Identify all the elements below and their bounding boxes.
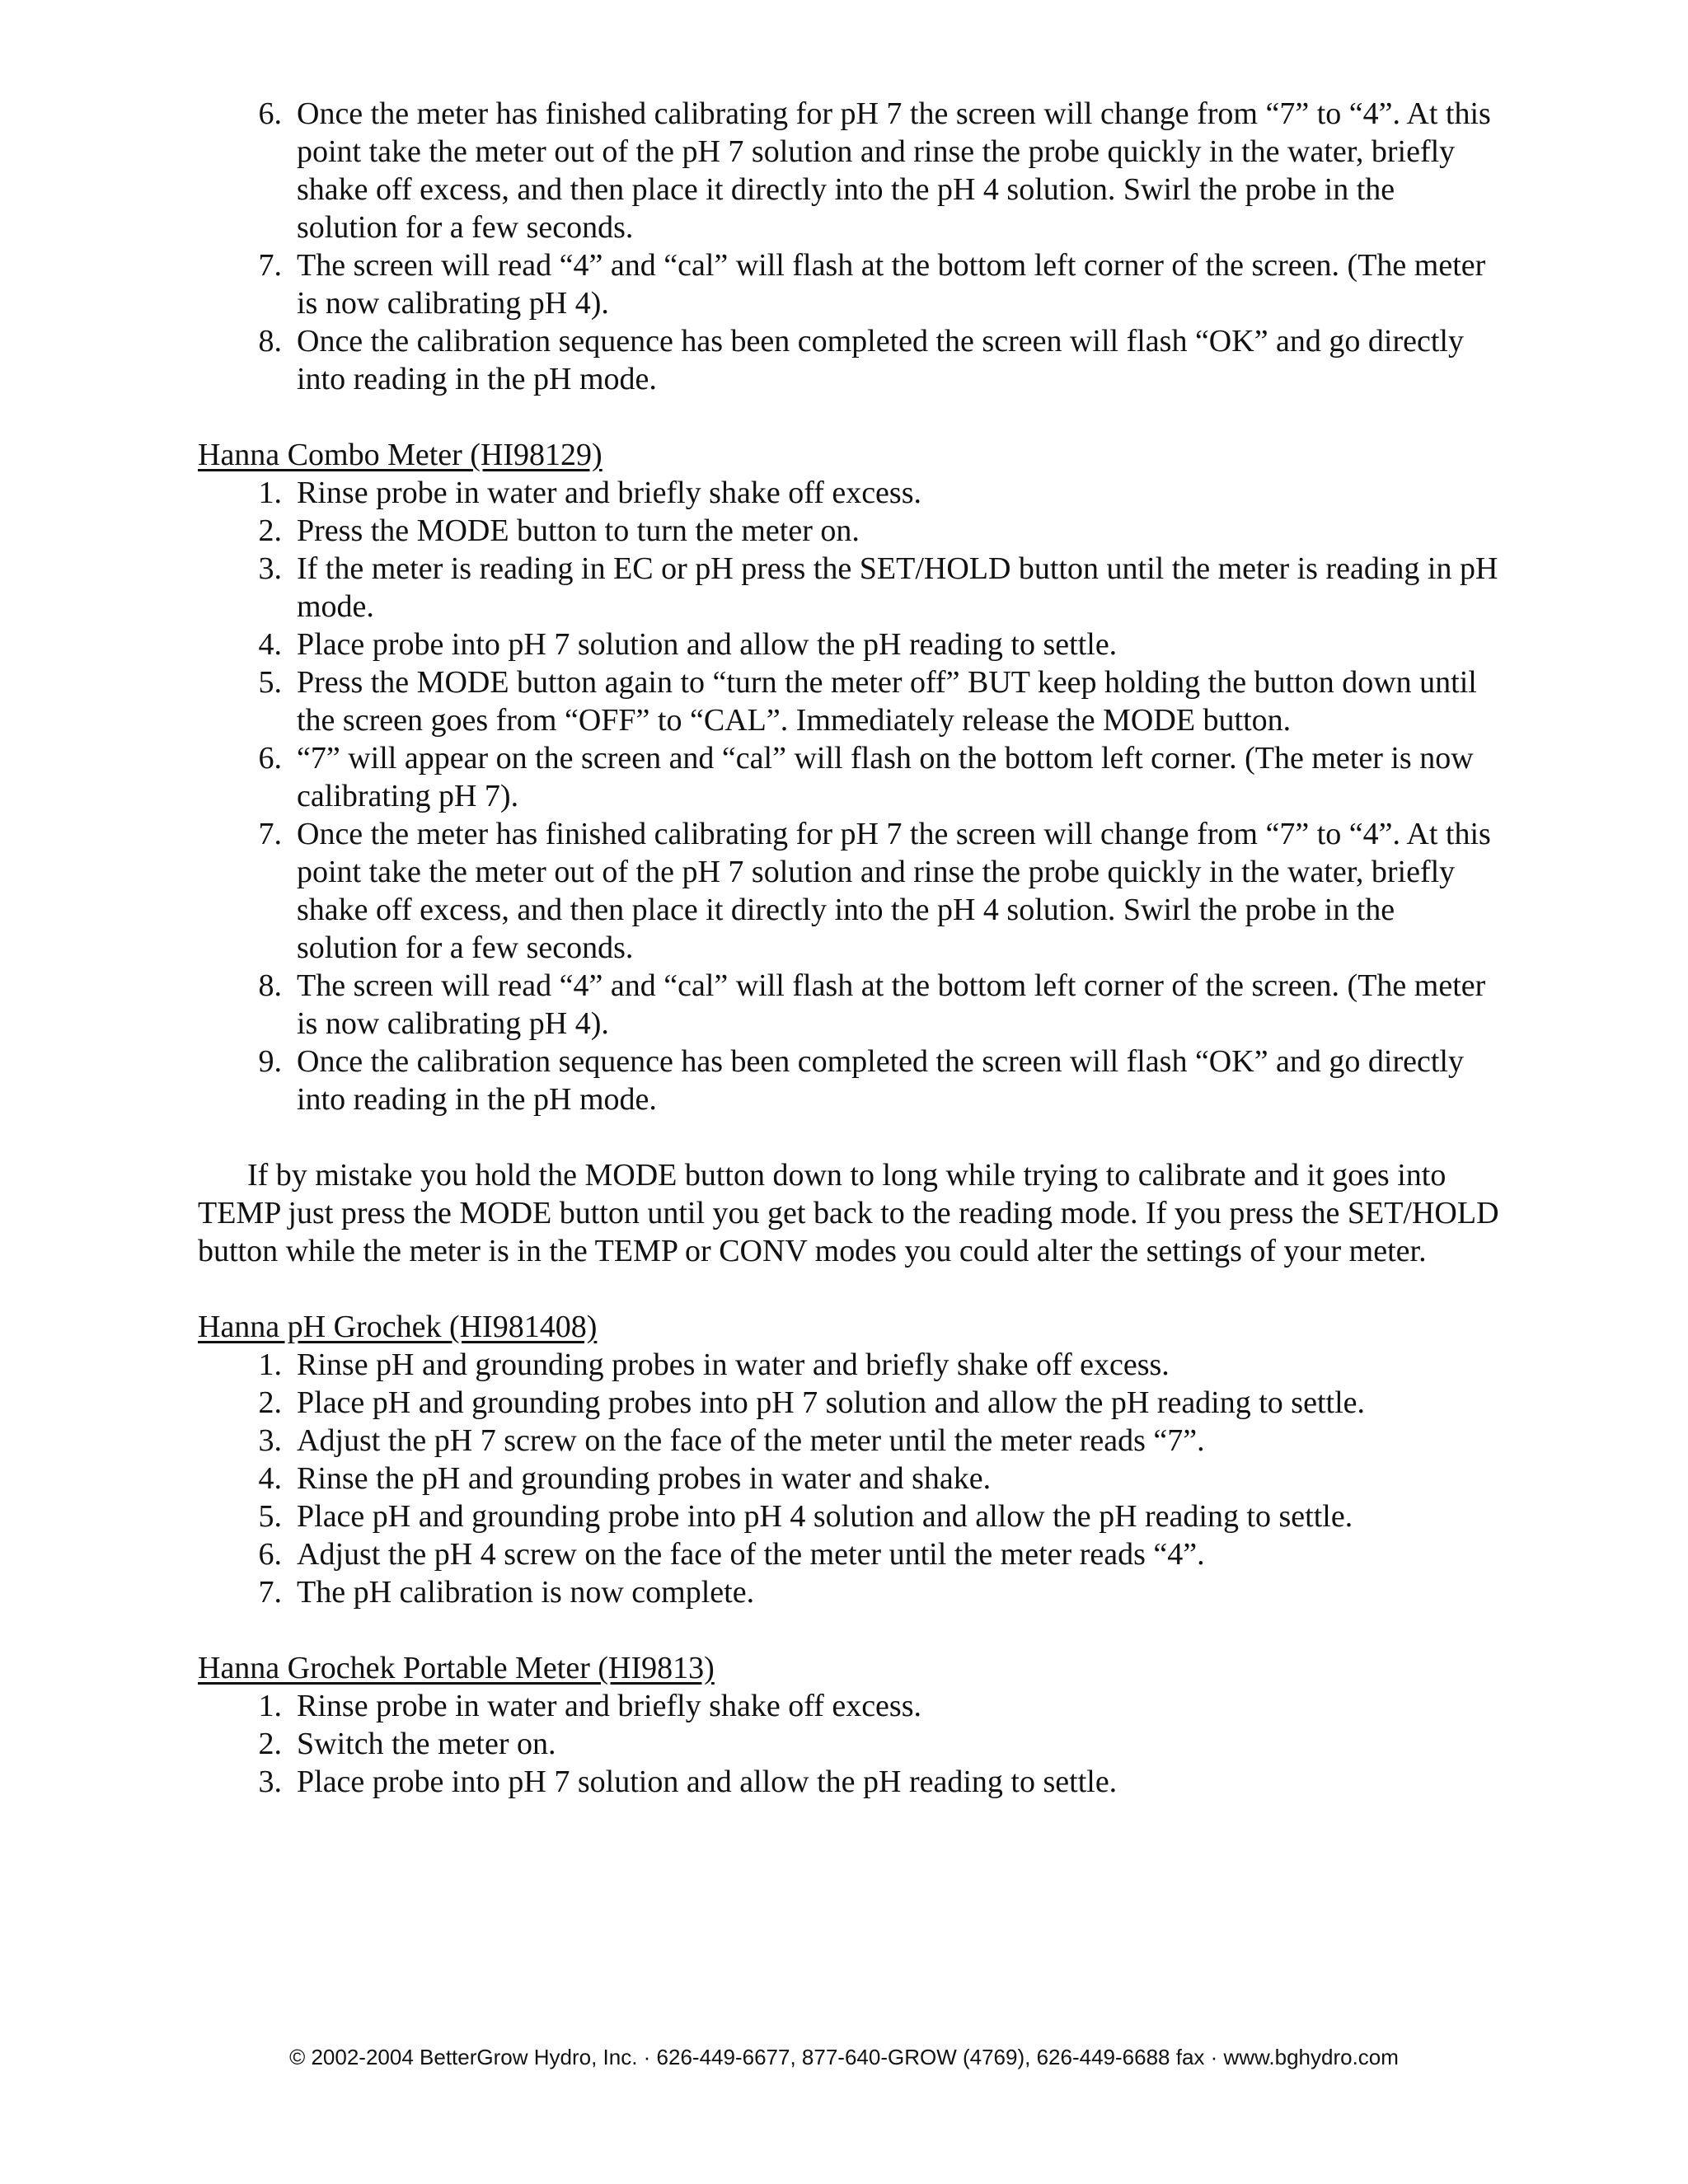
document-body [198,95,1500,1801]
step-text: Rinse pH and grounding probes in water and briefly shake off excess. [297,1347,1170,1382]
step-text: The screen will read “4” and “cal” will flash at the bottom left corner of the screen. (The meter is now calibrating pH 4). [297,248,1486,321]
list-item: 4. Rinse the pH and grounding probes in water and shake. [258,1461,992,1496]
list-item: 6. “7” will appear on the screen and “cal” will flash on the bottom left corner. (The meter is now calibrating pH 7). [258,741,1474,813]
step-text: Once the meter has finished calibrating for pH 7 the screen will change from “7” to “4”. At this point take the meter out of the pH 7 solution and rinse the probe quickly in the water, briefly shake off excess, and then place it directly into the pH 4 solution. Swirl the probe in the solution for a few seconds. [297,817,1491,965]
step-text: Switch the meter on. [297,1727,556,1761]
list-item: 3. Adjust the pH 7 screw on the face of the meter until the meter reads “7”. [258,1423,1205,1458]
list-item: 5. Place pH and grounding probe into pH 4 solution and allow the pH reading to settle. [258,1499,1353,1534]
list-item: 5. Press the MODE button again to “turn the meter off” BUT keep holding the button down until the screen goes from “OFF” to “CAL”. Immediately release the MODE button. [258,665,1477,738]
list-item: 1. Rinse probe in water and briefly shake off excess. [258,476,921,510]
portable-meter-step-list [198,1687,1500,1801]
step-text: Place pH and grounding probe into pH 4 solution and allow the pH reading to settle. [297,1499,1353,1534]
list-item: 3. Place probe into pH 7 solution and allow the pH reading to settle. [258,1765,1118,1799]
list-item: 2. Place pH and grounding probes into pH 7 solution and allow the pH reading to settle. [258,1385,1365,1420]
list-item: 2. Press the MODE button to turn the meter on. [258,513,860,548]
list-item: 7. The pH calibration is now complete. [258,1575,755,1610]
list-item: 6. Adjust the pH 4 screw on the face of the meter until the meter reads “4”. [258,1537,1205,1572]
step-text: Rinse probe in water and briefly shake off excess. [297,476,921,510]
list-item: 6. Once the meter has finished calibrating for pH 7 the screen will change from “7” to “4”. At this point take the meter out of the pH 7 solution and rinse the probe quickly in the water, briefly shake off excess, and then place it directly into the pH 4 solution. Swirl the probe in the solution for a few seconds. [258,96,1491,245]
step-text: Adjust the pH 7 screw on the face of the meter until the meter reads “7”. [297,1423,1205,1458]
step-text: Press the MODE button again to “turn the meter off” BUT keep holding the button down until the screen goes from “OFF” to “CAL”. Immediately release the MODE button. [297,665,1477,738]
list-item: 7. Once the meter has finished calibrating for pH 7 the screen will change from “7” to “4”. At this point take the meter out of the pH 7 solution and rinse the probe quickly in the water, briefly shake off excess, and then place it directly into the pH 4 solution. Swirl the probe in the solution for a few seconds. [258,817,1491,965]
list-item: 4. Place probe into pH 7 solution and allow the pH reading to settle. [258,627,1118,662]
combo-meter-step-list [198,474,1500,1118]
step-text: Adjust the pH 4 screw on the face of the meter until the meter reads “4”. [297,1537,1205,1572]
list-item: 1. Rinse probe in water and briefly shake off excess. [258,1689,921,1723]
step-text: The screen will read “4” and “cal” will flash at the bottom left corner of the screen. (The meter is now calibrating pH 4). [297,968,1486,1041]
list-item: 8. Once the calibration sequence has been completed the screen will flash “OK” and go directly into reading in the pH mode. [258,324,1464,396]
step-text: “7” will appear on the screen and “cal” will flash on the bottom left corner. (The meter is now calibrating pH 7). [297,741,1474,813]
step-text: Press the MODE button to turn the meter on. [297,513,860,548]
combo-meter-note: If by mistake you hold the MODE button down to long while trying to calibrate and it goes into TEMP just press the MODE button until you get back to the reading mode. If you press the SET/HOLD button while the meter is in the TEMP or CONV modes you could alter the settings of your meter. [198,1158,1499,1268]
ph-grochek-step-list [198,1346,1500,1611]
step-text: Place probe into pH 7 solution and allow the pH reading to settle. [297,1765,1118,1799]
list-item: 7. The screen will read “4” and “cal” will flash at the bottom left corner of the screen. (The meter is now calibrating pH 4). [258,248,1486,321]
page-footer: © 2002-2004 BetterGrow Hydro, Inc. · 626-449-6677, 877-640-GROW (4769), 626-449-6688 fax · www.bghydro.com [289,2045,1399,2069]
list-item: 1. Rinse pH and grounding probes in water and briefly shake off excess. [258,1347,1170,1382]
section-heading-portable-meter: Hanna Grochek Portable Meter (HI9813) [198,1651,715,1685]
section-heading-combo-meter: Hanna Combo Meter (HI98129) [198,438,603,472]
list-item: 8. The screen will read “4” and “cal” will flash at the bottom left corner of the screen. (The meter is now calibrating pH 4). [258,968,1486,1041]
list-item: 9. Once the calibration sequence has been completed the screen will flash “OK” and go directly into reading in the pH mode. [258,1044,1464,1117]
step-text: Once the meter has finished calibrating for pH 7 the screen will change from “7” to “4”. At this point take the meter out of the pH 7 solution and rinse the probe quickly in the water, briefly shake off excess, and then place it directly into the pH 4 solution. Swirl the probe in the solution for a few seconds. [297,96,1491,245]
list-item: 2. Switch the meter on. [258,1727,556,1761]
intro-step-list [198,95,1500,398]
step-text: Place probe into pH 7 solution and allow the pH reading to settle. [297,627,1118,662]
step-text: The pH calibration is now complete. [297,1575,755,1610]
step-text: Rinse the pH and grounding probes in water and shake. [297,1461,992,1496]
list-item: 3. If the meter is reading in EC or pH press the SET/HOLD button until the meter is reading in pH mode. [258,551,1498,624]
step-text: Rinse probe in water and briefly shake off excess. [297,1689,921,1723]
step-text: Once the calibration sequence has been completed the screen will flash “OK” and go directly into reading in the pH mode. [297,324,1464,396]
step-text: Place pH and grounding probes into pH 7 solution and allow the pH reading to settle. [297,1385,1365,1420]
step-text: Once the calibration sequence has been completed the screen will flash “OK” and go directly into reading in the pH mode. [297,1044,1464,1117]
section-heading-ph-grochek: Hanna pH Grochek (HI981408) [198,1310,598,1344]
step-text: If the meter is reading in EC or pH press the SET/HOLD button until the meter is reading in pH mode. [297,551,1498,624]
